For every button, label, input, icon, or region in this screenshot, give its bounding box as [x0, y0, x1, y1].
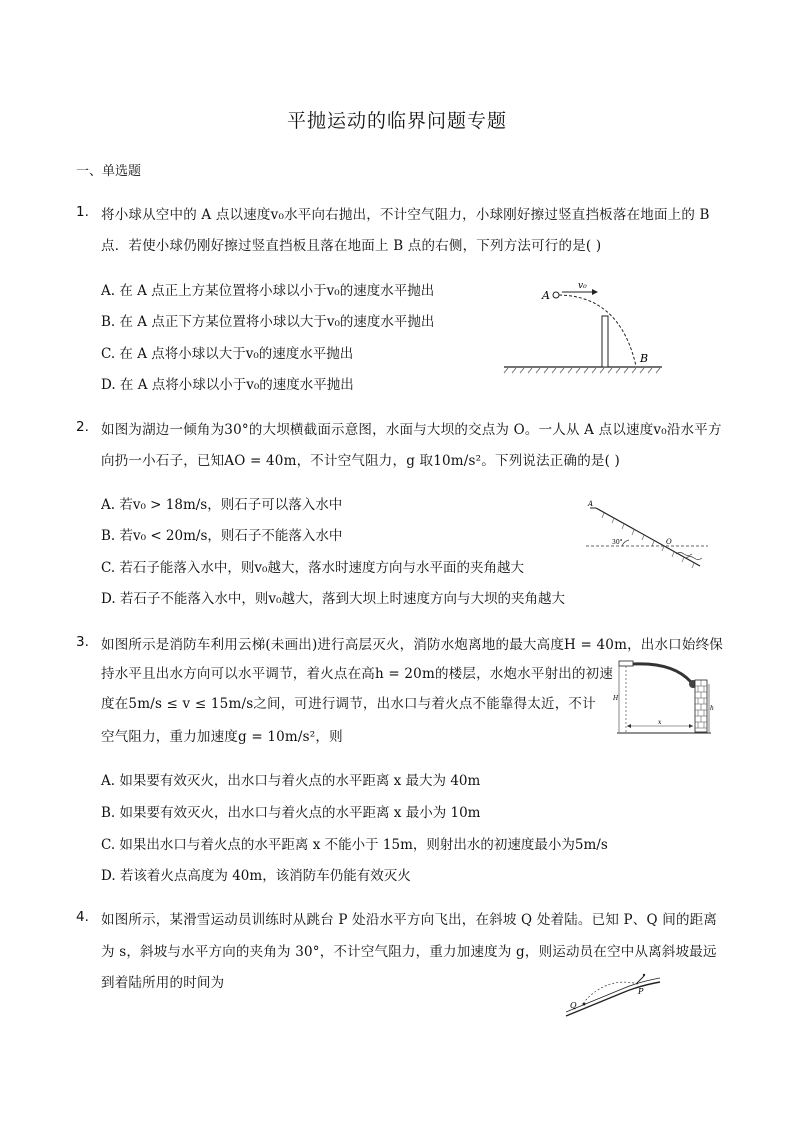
- question-2-option-c: C. 若石子能落入水中，则v₀越大，落水时速度方向与水平面的夹角越大: [101, 560, 524, 576]
- height-h-label: h: [710, 705, 714, 712]
- question-2-line-2: 向扔一小石子，已知AO = 40m，不计空气阻力，g 取10m/s²。下列说法正确的是( ): [101, 453, 621, 469]
- question-2-option-d: D. 若石子不能落入水中，则v₀越大，落到大坝上时速度方向与大坝的夹角越大: [101, 591, 565, 607]
- point-b-label: B: [640, 352, 649, 365]
- section-heading: 一、单选题: [76, 164, 142, 179]
- question-1-option-a: A. 在 A 点正上方某位置将小球以小于v₀的速度水平抛出: [101, 283, 435, 299]
- question-4-figure: [562, 966, 666, 1020]
- point-a-label: A: [588, 500, 594, 508]
- question-3-line-3: 度在5m/s ≤ v ≤ 15m/s之间，可进行调节，出水口与着火点不能靠得太近，不计: [101, 696, 596, 712]
- question-2-option-b: B. 若v₀ < 20m/s，则石子不能落入水中: [101, 528, 343, 544]
- question-1-line-2: 点．若使小球仍刚好擦过竖直挡板且落在地面上 B 点的右侧，下列方法可行的是( ): [101, 238, 602, 254]
- question-2-line-1: 如图为湖边一倾角为30°的大坝横截面示意图，水面与大坝的交点为 O。一人从 A 点以速度v₀沿水平方: [101, 422, 722, 438]
- question-3-line-2: 持水平且出水方向可以水平调节，着火点在高h = 20m的楼层，水炮水平射出的初速: [101, 666, 614, 682]
- question-2-figure: [582, 500, 712, 574]
- point-o-label: O: [666, 538, 672, 546]
- velocity-label: v₀: [578, 281, 587, 291]
- question-4-number: 4.: [76, 909, 89, 925]
- question-1-figure: [500, 278, 665, 376]
- question-4-line-2: 为 s，斜坡与水平方向的夹角为 30°，不计空气阻力，重力加速度为 g，则运动员在空中从离斜坡最远: [101, 944, 717, 960]
- question-2-number: 2.: [76, 419, 89, 435]
- angle-label: 30°: [612, 539, 623, 546]
- question-1-option-c: C. 在 A 点将小球以大于v₀的速度水平抛出: [101, 346, 354, 362]
- point-p-label: P: [638, 987, 644, 996]
- question-3-figure: [613, 656, 715, 738]
- question-3-option-b: B. 如果要有效灭火，出水口与着火点的水平距离 x 最小为 10m: [101, 805, 481, 821]
- question-3-option-c: C. 如果出水口与着火点的水平距离 x 不能小于 15m，则射出水的初速度最小为5m/s: [101, 837, 608, 853]
- question-1-number: 1.: [76, 204, 89, 220]
- height-H-label: H: [613, 695, 619, 702]
- question-1-option-d: D. 在 A 点将小球以小于v₀的速度水平抛出: [101, 377, 354, 393]
- question-4-line-3: 到着陆所用的时间为: [101, 975, 225, 991]
- question-3-option-a: A. 如果要有效灭火，出水口与着火点的水平距离 x 最大为 40m: [101, 773, 481, 789]
- question-3-number: 3.: [76, 634, 89, 650]
- distance-x-label: x: [658, 719, 662, 726]
- question-3-option-d: D. 若该着火点高度为 40m，该消防车仍能有效灭火: [101, 868, 411, 884]
- question-1-line-1: 将小球从空中的 A 点以速度v₀水平向右抛出，不计空气阻力，小球刚好擦过竖直挡板落在地面上的 B: [101, 207, 710, 223]
- point-a-label: A: [542, 289, 550, 302]
- page-title: 平抛运动的临界问题专题: [286, 110, 507, 132]
- question-1-option-b: B. 在 A 点正下方某位置将小球以大于v₀的速度水平抛出: [101, 314, 435, 330]
- point-q-label: Q: [570, 1001, 577, 1010]
- question-2-option-a: A. 若v₀ > 18m/s，则石子可以落入水中: [101, 497, 343, 513]
- question-4-line-1: 如图所示，某滑雪运动员训练时从跳台 P 处沿水平方向飞出，在斜坡 Q 处着陆。已知 P、Q 间的距离: [101, 912, 718, 928]
- question-3-line-1: 如图所示是消防车利用云梯(未画出)进行高层灭火，消防水炮离地的最大高度H = 40m，出水口始终保: [101, 637, 723, 653]
- question-3-line-4: 空气阻力，重力加速度g = 10m/s²，则: [101, 729, 343, 745]
